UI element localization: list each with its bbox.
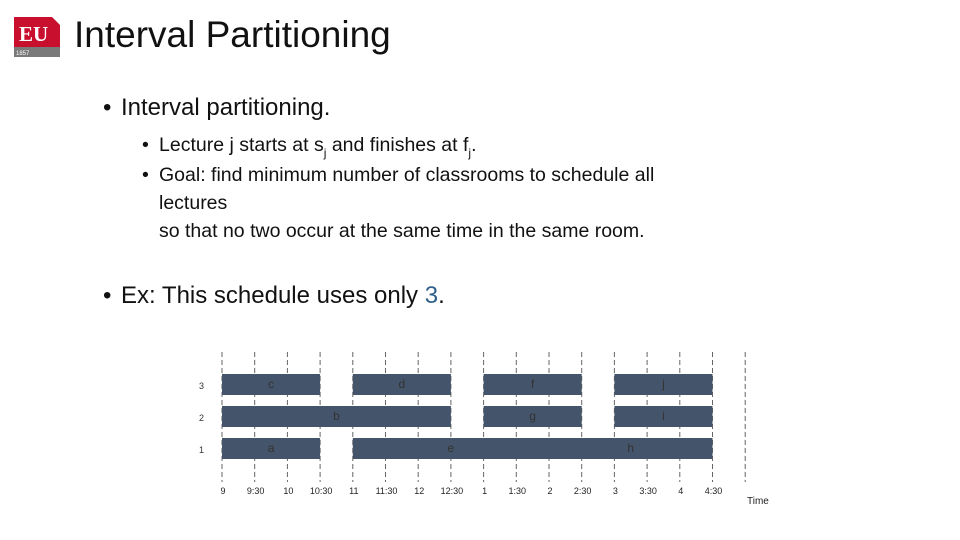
lecture-label-a: a: [267, 441, 275, 455]
subscript-s: j: [323, 146, 327, 160]
logo-year: 1857: [16, 51, 30, 57]
time-tick-label: 11:30: [375, 486, 398, 496]
bullet-dot: •: [103, 282, 112, 309]
sub-bullet-lecture-end: .: [471, 134, 477, 156]
time-tick-label: 10:30: [309, 486, 333, 496]
sub-bullet-lecture-mid: and finishes at f: [326, 134, 469, 156]
room-label: 1: [199, 445, 205, 455]
sub-bullet-goal-line2: lectures: [159, 192, 228, 214]
lecture-label-e: e: [447, 441, 455, 455]
lecture-label-d: d: [398, 377, 406, 391]
time-tick-label: 9:30: [246, 486, 265, 496]
bullet-example-pre: Ex: This schedule uses only: [121, 282, 425, 309]
bullet-dot: •: [142, 164, 149, 186]
bullet-dot: •: [103, 94, 112, 121]
time-tick-label: 2:30: [573, 486, 592, 496]
time-tick-label: 1:30: [508, 486, 527, 496]
bullet-example-number: 3: [424, 282, 439, 309]
subscript-f: j: [468, 146, 472, 160]
lecture-label-j: j: [662, 377, 665, 391]
slide-title: Interval Partitioning: [74, 14, 391, 55]
time-tick-label: 10: [283, 486, 294, 496]
time-axis-label: Time: [747, 496, 769, 507]
time-tick-label: 3: [612, 486, 618, 496]
sub-bullet-lecture-pre: Lecture j starts at s: [159, 134, 324, 156]
lecture-label-f: f: [530, 377, 535, 391]
bullet-example-end: .: [438, 282, 445, 309]
lecture-label-h: h: [627, 441, 635, 455]
bullet-main-text: Interval partitioning.: [121, 94, 331, 121]
time-tick-label: 4:30: [704, 486, 723, 496]
sub-bullet-goal-line1: Goal: find minimum number of classrooms to schedule all: [159, 164, 655, 186]
time-tick-label: 4: [678, 486, 684, 496]
time-tick-label: 11: [349, 486, 359, 496]
lecture-label-i: i: [662, 409, 665, 423]
time-tick-label: 3:30: [639, 486, 657, 496]
logo-text: EU: [19, 22, 49, 46]
time-tick-label: 1: [482, 486, 488, 496]
sub-bullet-goal-line3: so that no two occur at the same time in the same room.: [159, 220, 645, 242]
lecture-label-b: b: [333, 409, 340, 423]
bullet-dot: •: [142, 134, 149, 156]
room-label: 3: [199, 381, 205, 391]
time-tick-label: 12: [414, 486, 425, 496]
room-label: 2: [199, 413, 205, 423]
time-tick-label: 2: [547, 486, 553, 496]
lecture-label-g: g: [529, 409, 536, 423]
lecture-label-c: c: [268, 377, 275, 391]
time-tick-label: 9: [220, 486, 226, 496]
time-tick-label: 12:30: [440, 486, 464, 496]
